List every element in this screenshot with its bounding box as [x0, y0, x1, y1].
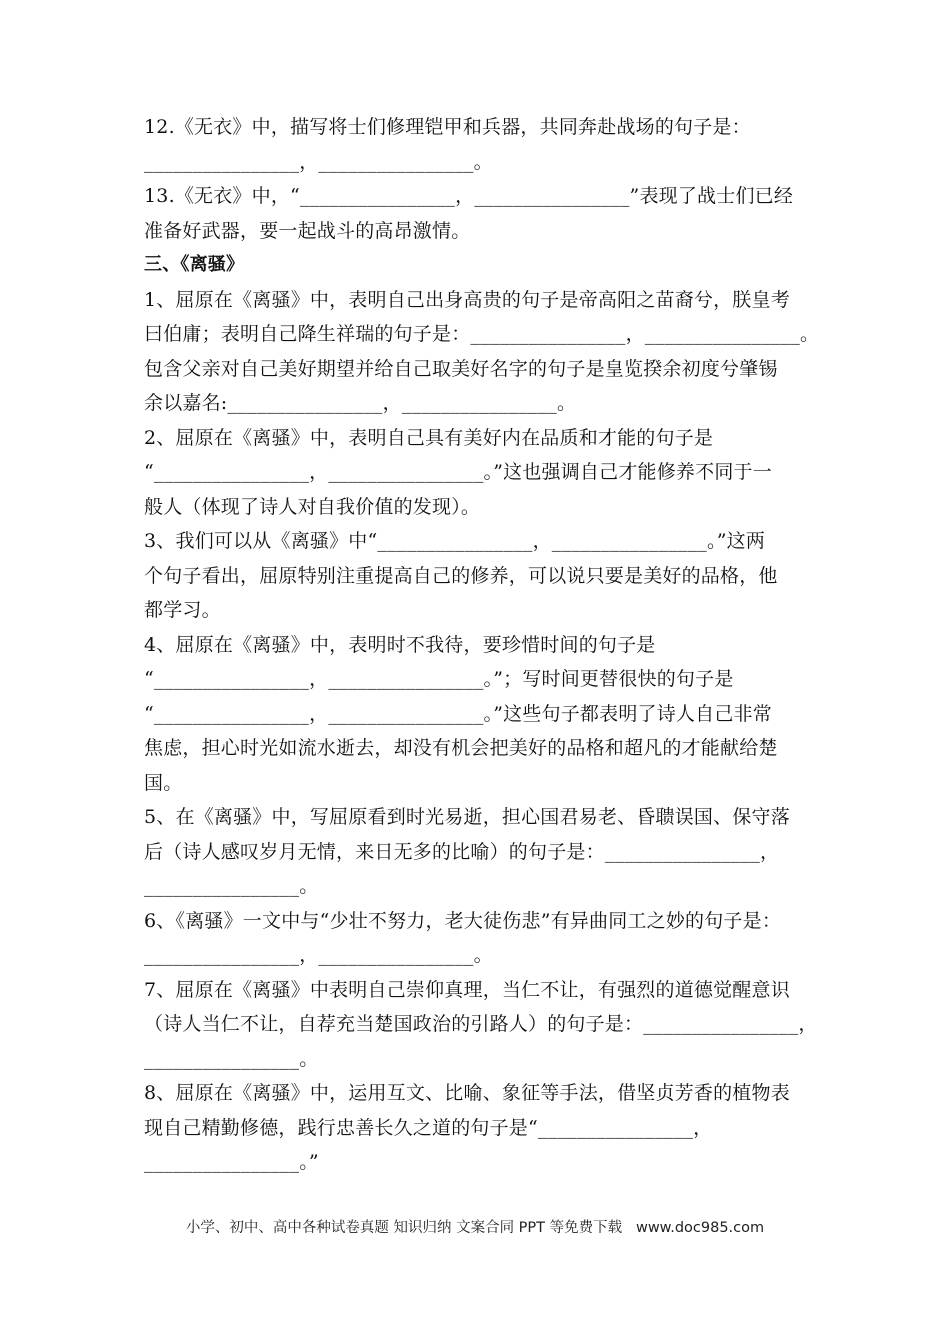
text-line: “________________，________________。”这些句子都表明了诗人自己非常 — [144, 702, 772, 725]
text-line: “________________，________________。”；写时间更替很快的句子是 — [144, 668, 734, 690]
text-line: 8、屈原在《离骚》中，运用互文、比喻、象征等手法，借坚贞芳香的植物表 — [144, 1082, 790, 1104]
text-line: 包含父亲对自己美好期望并给自己取美好名字的句子是皇览揆余初度兮肇锡 — [144, 357, 778, 380]
text-line: （诗人当仁不让，自荐充当楚国政治的引路人）的句子是：________________， — [144, 1013, 818, 1035]
document-body — [144, 110, 820, 1180]
text-line: 焦虑，担心时光如流水逝去，却没有机会把美好的品格和超凡的才能献给楚 — [144, 737, 778, 759]
answer-blank-line: ________________，________________。 — [144, 150, 493, 173]
text-line: 4、屈原在《离骚》中，表明时不我待，要珍惜时间的句子是 — [144, 633, 656, 656]
text-line: 国。 — [144, 771, 183, 794]
text-line: 现自己精勤修德，践行忠善长久之道的句子是“________________， — [144, 1116, 713, 1139]
text-line: 7、屈原在《离骚》中表明自己崇仰真理，当仁不让，有强烈的道德觉醒意识 — [144, 978, 790, 1001]
text-line: 个句子看出，屈原特别注重提高自己的修养，可以说只要是美好的品格，他 — [144, 564, 778, 587]
section-heading: 三、《离骚》 — [144, 254, 245, 275]
text-line: 5、在《离骚》中，写屈原看到时光易逝，担心国君易老、昏聩误国、保守落 — [144, 806, 790, 828]
answer-blank-line: ________________。 — [144, 875, 319, 897]
answer-blank-line: ________________。” — [144, 1151, 319, 1173]
text-line: 6、《离骚》一文中与“少壮不努力，老大徒伤悲”有异曲同工之妙的句子是： — [144, 909, 782, 932]
text-line: “________________，________________。”这也强调自己才能修养不同于一 — [144, 461, 772, 483]
text-line: 曰伯庸；表明自己降生祥瑞的句子是：________________，________________。 — [144, 323, 820, 345]
text-line: 13.《无衣》中，“________________，________________”表现了战士们已经 — [144, 185, 794, 207]
text-line: 1、屈原在《离骚》中，表明自己出身高贵的句子是帝高阳之苗裔兮，朕皇考 — [144, 288, 790, 311]
answer-blank-line: ________________。 — [144, 1047, 319, 1070]
text-line: 后（诗人感叹岁月无情，来日无多的比喻）的句子是：________________， — [144, 840, 780, 863]
text-line: 都学习。 — [144, 599, 221, 621]
text-line: 准备好武器，要一起战斗的高昂激情。 — [144, 219, 471, 242]
page-footer: 小学、初中、高中各种试卷真题 知识归纳 文案合同 PPT 等免费下载 www.doc985.com — [185, 1220, 765, 1236]
text-line: 3、我们可以从《离骚》中“________________，________________。”这两 — [144, 530, 766, 552]
text-line: 12.《无衣》中，描写将士们修理铠甲和兵器，共同奔赴战场的句子是： — [144, 116, 751, 138]
text-line: 般人（体现了诗人对自我价值的发现）。 — [144, 495, 481, 518]
text-line: 余以嘉名:________________，________________。 — [144, 392, 577, 414]
answer-blank-line: ________________，________________。 — [144, 944, 493, 966]
text-line: 2、屈原在《离骚》中，表明自己具有美好内在品质和才能的句子是 — [144, 426, 714, 449]
